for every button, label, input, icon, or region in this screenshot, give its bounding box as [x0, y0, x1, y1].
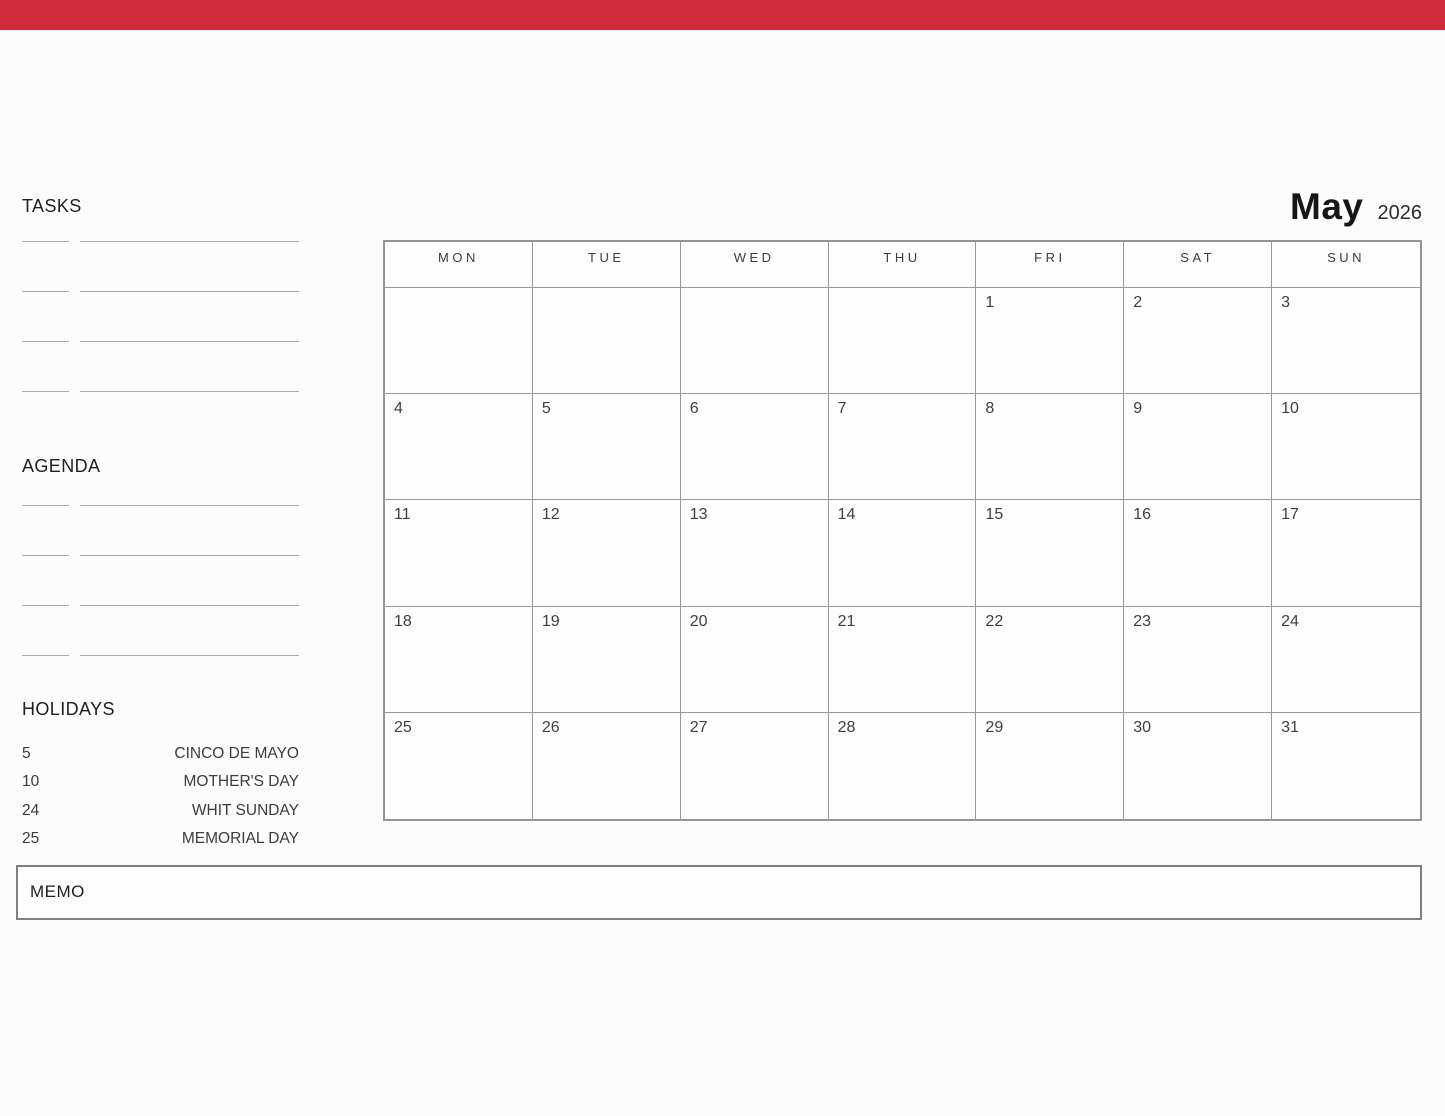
calendar-day-cell [681, 394, 829, 500]
task-writing-line-row [22, 291, 299, 292]
calendar-table [383, 240, 1422, 821]
date-number: 13 [689, 506, 708, 524]
calendar-day-cell [1272, 394, 1420, 500]
task-writing-line-short [22, 241, 69, 242]
holiday-name: CINCO DE MAYO [174, 745, 299, 763]
date-number: 28 [837, 718, 856, 736]
date-number: 18 [394, 612, 412, 630]
calendar-day-cell [681, 713, 829, 819]
agenda-writing-line-row [22, 555, 299, 556]
page-title [1290, 186, 1422, 228]
calendar-day-cell [1124, 607, 1272, 713]
calendar-day-cell [385, 500, 533, 606]
day-header-tue: TUE [533, 242, 681, 288]
calendar-day-cell [829, 500, 977, 606]
holiday-name: WHIT SUNDAY [191, 801, 299, 819]
task-writing-line-short [22, 291, 69, 292]
agenda-writing-line-short [22, 505, 69, 506]
day-header-thu: THU [829, 242, 977, 288]
date-number: 20 [689, 612, 708, 630]
task-writing-line-row [22, 391, 299, 392]
date-number: 7 [837, 400, 847, 418]
date-number: 30 [1133, 718, 1152, 736]
date-number: 29 [985, 718, 1004, 736]
date-number: 9 [1133, 400, 1143, 418]
holiday-item [22, 740, 299, 768]
date-number: 25 [394, 718, 412, 736]
calendar-day-cell [1124, 713, 1272, 819]
day-header-mon: MON [385, 242, 533, 288]
date-number: 23 [1133, 612, 1152, 630]
calendar-day-cell [681, 607, 829, 713]
calendar-day-cell [976, 500, 1124, 606]
top-accent-bar [0, 0, 1445, 30]
calendar-day-cell [976, 394, 1124, 500]
date-number: 8 [985, 400, 995, 418]
agenda-writing-line-row [22, 505, 299, 506]
holiday-day: 25 [22, 830, 40, 848]
date-number: 17 [1281, 506, 1299, 524]
calendar-day-cell [829, 607, 977, 713]
task-writing-line-long [80, 341, 299, 342]
year-label: 2026 [1377, 202, 1422, 224]
day-header-sat: SAT [1124, 242, 1272, 288]
tasks-title: TASKS [22, 196, 82, 216]
agenda-title: AGENDA [22, 456, 101, 476]
date-number: 22 [985, 612, 1004, 630]
holiday-item [22, 825, 299, 853]
calendar-day-cell [976, 713, 1124, 819]
calendar-day-cell [1272, 713, 1420, 819]
calendar-day-cell [533, 607, 681, 713]
agenda-writing-line-long [80, 655, 299, 656]
agenda-writing-line-short [22, 605, 69, 606]
agenda-writing-line-row [22, 605, 299, 606]
task-writing-line-row [22, 341, 299, 342]
agenda-writing-line-row [22, 655, 299, 656]
date-number: 11 [394, 506, 411, 524]
date-number: 26 [541, 718, 560, 736]
calendar-day-cell [1124, 394, 1272, 500]
calendar-day-cell [1124, 288, 1272, 394]
agenda-writing-line-long [80, 555, 299, 556]
agenda-writing-line-long [80, 605, 299, 606]
agenda-writing-line-short [22, 655, 69, 656]
agenda-writing-line-long [80, 505, 299, 506]
calendar-day-cell [681, 288, 829, 394]
calendar-day-cell [829, 713, 977, 819]
date-number: 1 [985, 294, 995, 311]
task-writing-line-row [22, 241, 299, 242]
holiday-name: MEMORIAL DAY [181, 830, 299, 848]
date-number: 21 [837, 612, 856, 630]
memo-box [16, 865, 1422, 920]
holiday-day: 24 [22, 801, 40, 819]
date-number: 6 [689, 400, 699, 418]
date-number: 24 [1281, 612, 1299, 630]
date-number: 15 [985, 506, 1004, 524]
calendar-day-cell [829, 394, 977, 500]
date-number: 5 [541, 400, 551, 418]
calendar-day-cell [829, 288, 977, 394]
day-header-wed: WED [681, 242, 829, 288]
holiday-name: MOTHER'S DAY [183, 773, 299, 791]
calendar-day-cell [1272, 288, 1420, 394]
calendar-day-cell [976, 607, 1124, 713]
holiday-item [22, 768, 299, 796]
task-writing-line-short [22, 391, 69, 392]
calendar-day-cell [976, 288, 1124, 394]
calendar-day-cell [385, 607, 533, 713]
task-writing-line-long [80, 391, 299, 392]
date-number: 3 [1281, 294, 1291, 311]
holiday-item [22, 797, 299, 825]
day-header-sun: SUN [1272, 242, 1420, 288]
calendar-day-cell [1272, 500, 1420, 606]
date-number: 14 [837, 506, 856, 524]
holiday-day: 10 [22, 773, 40, 791]
task-writing-line-short [22, 341, 69, 342]
task-writing-line-long [80, 291, 299, 292]
date-number: 16 [1133, 506, 1152, 524]
date-number: 19 [541, 612, 560, 630]
calendar-day-cell [533, 288, 681, 394]
date-number: 27 [689, 718, 708, 736]
task-writing-line-long [80, 241, 299, 242]
memo-label: MEMO [30, 882, 85, 901]
date-number: 31 [1281, 718, 1299, 736]
calendar-day-cell [385, 394, 533, 500]
holiday-day: 5 [22, 745, 31, 763]
date-number: 4 [394, 400, 403, 418]
date-number: 12 [541, 506, 560, 524]
agenda-writing-line-short [22, 555, 69, 556]
calendar-day-cell [533, 713, 681, 819]
calendar-day-cell [1124, 500, 1272, 606]
calendar-day-cell [681, 500, 829, 606]
calendar-day-cell [385, 288, 533, 394]
date-number: 10 [1281, 400, 1299, 418]
calendar-day-cell [533, 394, 681, 500]
calendar-day-cell [1272, 607, 1420, 713]
date-number: 2 [1133, 294, 1143, 311]
holidays-list [22, 740, 299, 853]
month-title: May [1290, 186, 1364, 227]
day-header-fri: FRI [976, 242, 1124, 288]
calendar-day-cell [385, 713, 533, 819]
holidays-title: HOLIDAYS [22, 699, 115, 719]
calendar-day-cell [533, 500, 681, 606]
